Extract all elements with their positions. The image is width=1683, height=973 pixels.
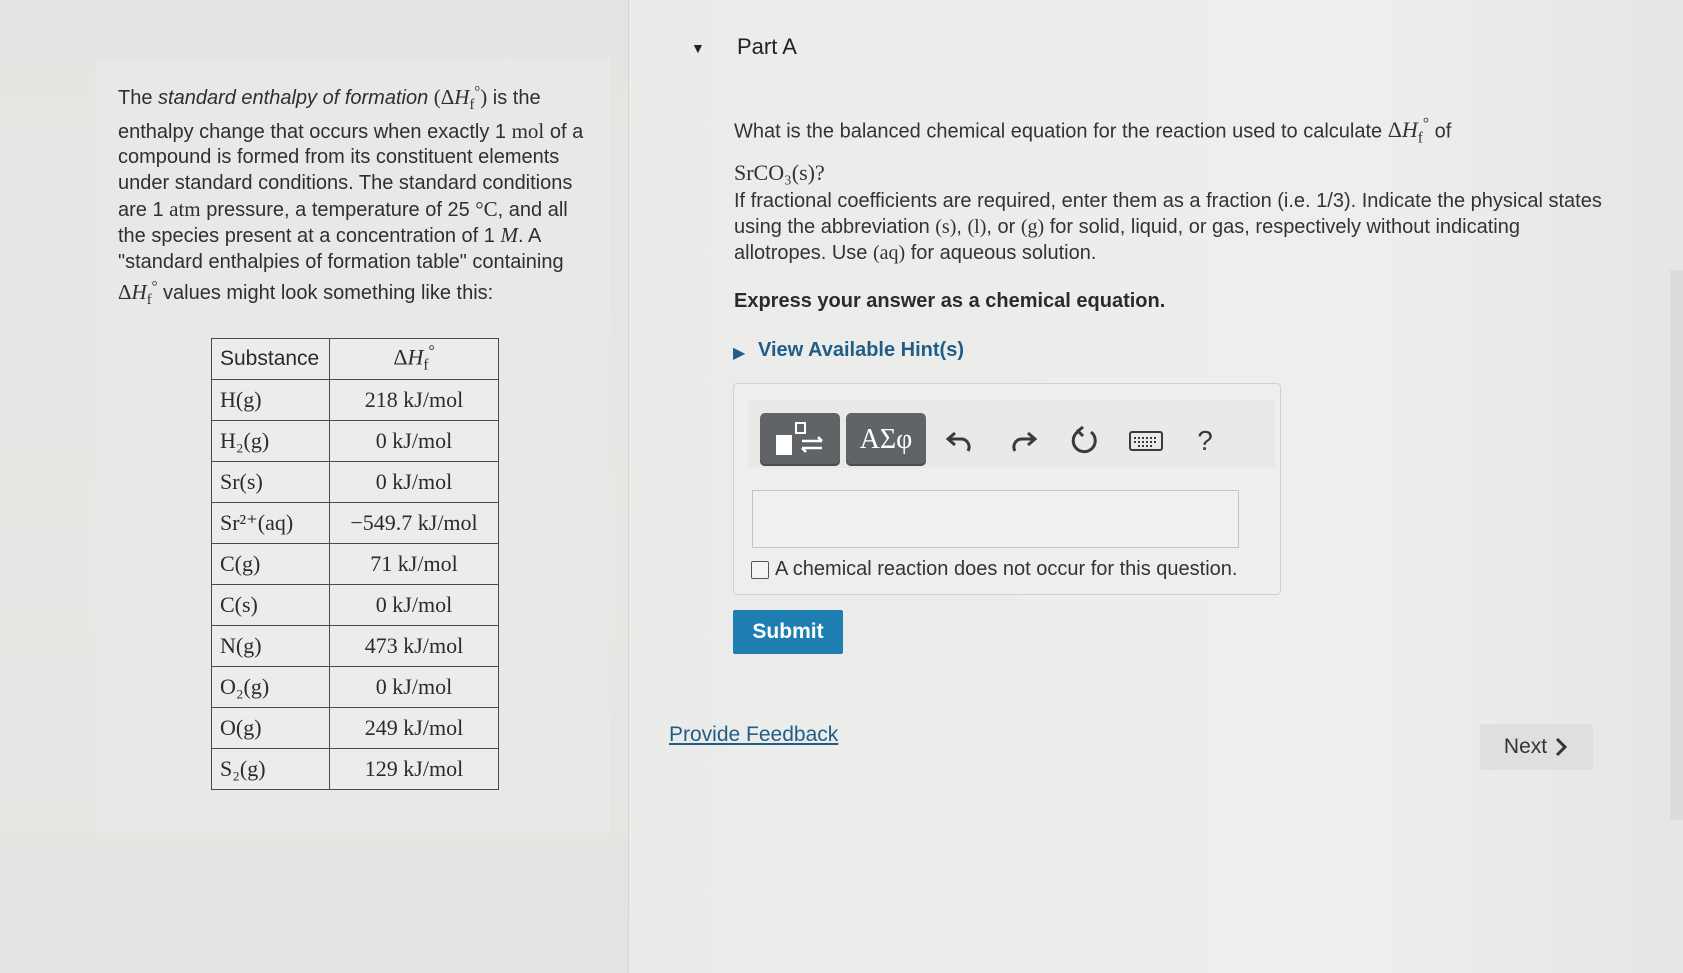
next-label: Next xyxy=(1503,735,1548,758)
unit-degc: °C xyxy=(475,196,498,221)
scrollbar[interactable] xyxy=(1670,270,1683,820)
instructions-body: for solid, liquid, or gas, respectively without indicating allotropes. Use xyxy=(734,216,1520,264)
instructions-body: for aqueous solution. xyxy=(910,242,1097,264)
provide-feedback-link[interactable]: Provide Feedback xyxy=(669,723,839,746)
state-gas: (g) xyxy=(1020,216,1045,238)
table-row xyxy=(212,421,499,462)
enthalpy-table xyxy=(211,338,499,790)
next-button[interactable] xyxy=(1480,724,1593,770)
value-cell: −549.7 kJ/mol xyxy=(330,503,499,544)
intro-text: of a compound is formed from its constituent elements under standard conditions. The standard conditions are 1 xyxy=(118,120,584,221)
intro-text: is the enthalpy change that occurs when exactly 1 xyxy=(118,87,541,143)
unit-molar: M xyxy=(500,223,518,248)
instructions-text: If fractional coefficients are required, enter them as a fraction (i.e. 1/3). Indicate the physical states using the abbreviation (s), (l), or (g) for solid, liquid, or gas, respectively without indicating allotropes. Use (aq) for aqueous solution. xyxy=(734,190,1602,264)
instructions-or: , or xyxy=(986,216,1016,238)
no-reaction-checkbox[interactable] xyxy=(751,561,769,579)
substance-cell: N(g) xyxy=(212,626,330,667)
table-row xyxy=(212,544,499,585)
header-delta-h: $\Delta H_f^\circ$ xyxy=(330,339,499,380)
templates-icon xyxy=(772,421,828,459)
value-cell: 249 kJ/mol xyxy=(330,708,499,749)
delta-h-formula: $\Delta H_f^\circ$ xyxy=(1387,116,1430,147)
value-cell: 473 kJ/mol xyxy=(330,626,499,667)
substance-cell: H₂(g) xyxy=(212,421,330,462)
header-substance: Substance xyxy=(212,339,330,380)
table-header-row xyxy=(212,339,499,380)
left-panel xyxy=(0,0,629,973)
substance-cell: C(g) xyxy=(212,544,330,585)
intro-paragraph xyxy=(118,80,593,314)
unit-mol: mol xyxy=(511,118,545,143)
view-hints-link[interactable]: View Available Hint(s) xyxy=(758,339,964,361)
intro-text: values might look something like this: xyxy=(163,282,494,305)
value-cell: 0 kJ/mol xyxy=(330,585,499,626)
part-title[interactable]: Part A xyxy=(737,34,797,59)
value-cell: 0 kJ/mol xyxy=(330,421,499,462)
undo-icon[interactable] xyxy=(940,418,980,464)
intro-text: . A "standard enthalpies of formation table" containing xyxy=(118,225,564,273)
reset-icon[interactable] xyxy=(1064,418,1104,464)
target-compound: SrCO₃(s)? xyxy=(734,159,825,185)
state-solid: (s) xyxy=(935,216,957,238)
table-row xyxy=(212,667,499,708)
triangle-right-icon[interactable]: ▶ xyxy=(733,345,746,362)
value-cell: 0 kJ/mol xyxy=(330,667,499,708)
substance-cell: S₂(g) xyxy=(212,749,330,790)
substance-cell: H(g) xyxy=(212,380,330,421)
triangle-down-icon[interactable]: ▼ xyxy=(691,40,705,56)
submit-button[interactable]: Submit xyxy=(733,610,843,654)
substance-cell: C(s) xyxy=(212,585,330,626)
substance-cell: Sr²⁺(aq) xyxy=(212,503,330,544)
question-text xyxy=(734,108,1604,191)
value-cell: 129 kJ/mol xyxy=(330,749,499,790)
substance-cell: O₂(g) xyxy=(212,667,330,708)
value-cell: 218 kJ/mol xyxy=(330,380,499,421)
unit-atm: atm xyxy=(169,196,201,221)
question-body: What is the balanced chemical equation for the reaction used to calculate xyxy=(734,120,1383,143)
delta-h-formula: $(\Delta H_f^\circ)$ xyxy=(433,84,488,114)
substance-cell: Sr(s) xyxy=(212,462,330,503)
redo-icon[interactable] xyxy=(1003,418,1043,464)
table-row xyxy=(212,462,499,503)
keyboard-icon[interactable] xyxy=(1126,418,1166,464)
templates-button[interactable] xyxy=(760,413,840,466)
state-liquid: (l) xyxy=(967,216,987,238)
table-row xyxy=(212,708,499,749)
question-of: of xyxy=(1434,120,1452,143)
table-row xyxy=(212,503,499,544)
table-row xyxy=(212,749,499,790)
symbols-button[interactable]: ΑΣφ xyxy=(846,413,926,466)
help-icon[interactable]: ? xyxy=(1197,425,1213,456)
substance-cell: O(g) xyxy=(212,708,330,749)
table-row xyxy=(212,585,499,626)
delta-h-formula: $\Delta H_f^\circ$ xyxy=(118,279,158,309)
intro-text: , and all the species present at a concentration of 1 xyxy=(118,198,568,248)
value-cell: 71 kJ/mol xyxy=(330,544,499,585)
instructions-body: If fractional coefficients are required, enter them as a fraction (i.e. 1/3). Indicate the physical states using the abbreviation xyxy=(734,190,1602,238)
value-cell: 0 kJ/mol xyxy=(330,462,499,503)
no-reaction-label: A chemical reaction does not occur for this question. xyxy=(775,558,1238,580)
chevron-right-icon xyxy=(1553,737,1569,757)
state-aqueous: (aq) xyxy=(872,242,906,264)
table-row xyxy=(212,626,499,667)
intro-text: The xyxy=(118,87,153,109)
intro-term: standard enthalpy of formation xyxy=(158,87,429,109)
express-instruction: Express your answer as a chemical equation. xyxy=(734,290,1166,312)
table-row xyxy=(212,380,499,421)
intro-text: pressure, a temperature of 25 xyxy=(206,198,470,221)
answer-input[interactable] xyxy=(752,490,1239,548)
no-reaction-option[interactable] xyxy=(751,558,1237,581)
